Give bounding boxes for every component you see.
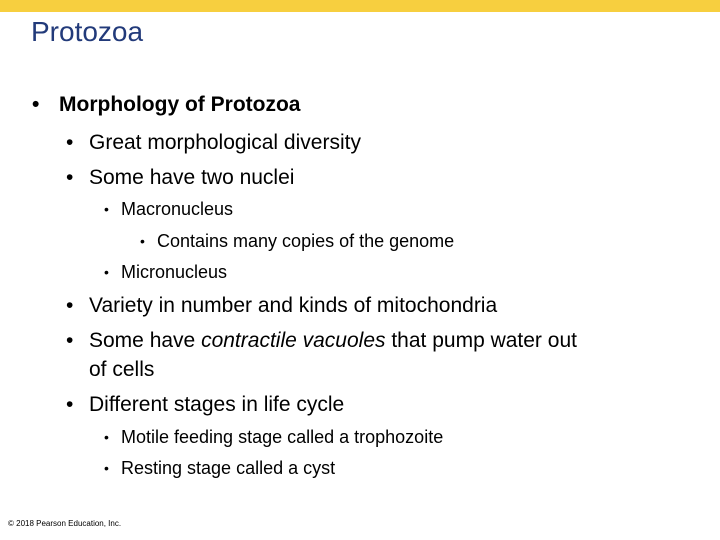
bullet-contractile — [66, 330, 577, 351]
bullet-dot: • — [66, 329, 74, 352]
bullet-dot: • — [66, 294, 74, 317]
bullet-diversity — [66, 132, 361, 153]
bullet-text: Morphology of Protozoa — [59, 93, 301, 116]
bullet-text: Different stages in life cycle — [89, 393, 345, 416]
bullet-text: Contains many copies of the genome — [157, 231, 455, 251]
bullet-dot: • — [66, 166, 74, 189]
bullet-text-pre: Some have — [89, 329, 202, 352]
bullet-dot: • — [104, 264, 109, 280]
accent-bar — [0, 0, 720, 12]
bullet-text: Resting stage called a cyst — [121, 458, 336, 478]
bullet-stages — [66, 394, 344, 415]
bullet-text: Great morphological diversity — [89, 131, 361, 154]
bullet-text-emphasis: contractile vacuoles — [201, 329, 386, 352]
bullet-micronucleus — [104, 263, 227, 281]
bullet-dot: • — [32, 93, 40, 116]
bullet-mitochondria — [66, 295, 497, 316]
bullet-macronucleus — [104, 200, 233, 218]
bullet-dot: • — [104, 460, 109, 476]
bullet-dot: • — [66, 131, 74, 154]
bullet-text: Macronucleus — [121, 199, 234, 219]
bullet-text: Variety in number and kinds of mitochondria — [89, 294, 498, 317]
bullet-text: Some have two nuclei — [89, 166, 295, 189]
bullet-contractile-continuation: of cells — [89, 358, 155, 381]
copyright-footer: © 2018 Pearson Education, Inc. — [8, 519, 122, 528]
bullet-genome-copies — [140, 232, 454, 250]
bullet-text-post: that pump water out — [385, 329, 577, 352]
bullet-dot: • — [104, 201, 109, 217]
bullet-morphology — [32, 94, 300, 115]
bullet-dot: • — [140, 233, 145, 249]
bullet-trophozoite — [104, 428, 443, 446]
bullet-cyst — [104, 459, 335, 477]
slide-title: Protozoa — [31, 16, 144, 47]
bullet-text: Motile feeding stage called a trophozoite — [121, 427, 444, 447]
bullet-two-nuclei — [66, 167, 294, 188]
bullet-dot: • — [66, 393, 74, 416]
bullet-dot: • — [104, 429, 109, 445]
bullet-text: Micronucleus — [121, 262, 228, 282]
